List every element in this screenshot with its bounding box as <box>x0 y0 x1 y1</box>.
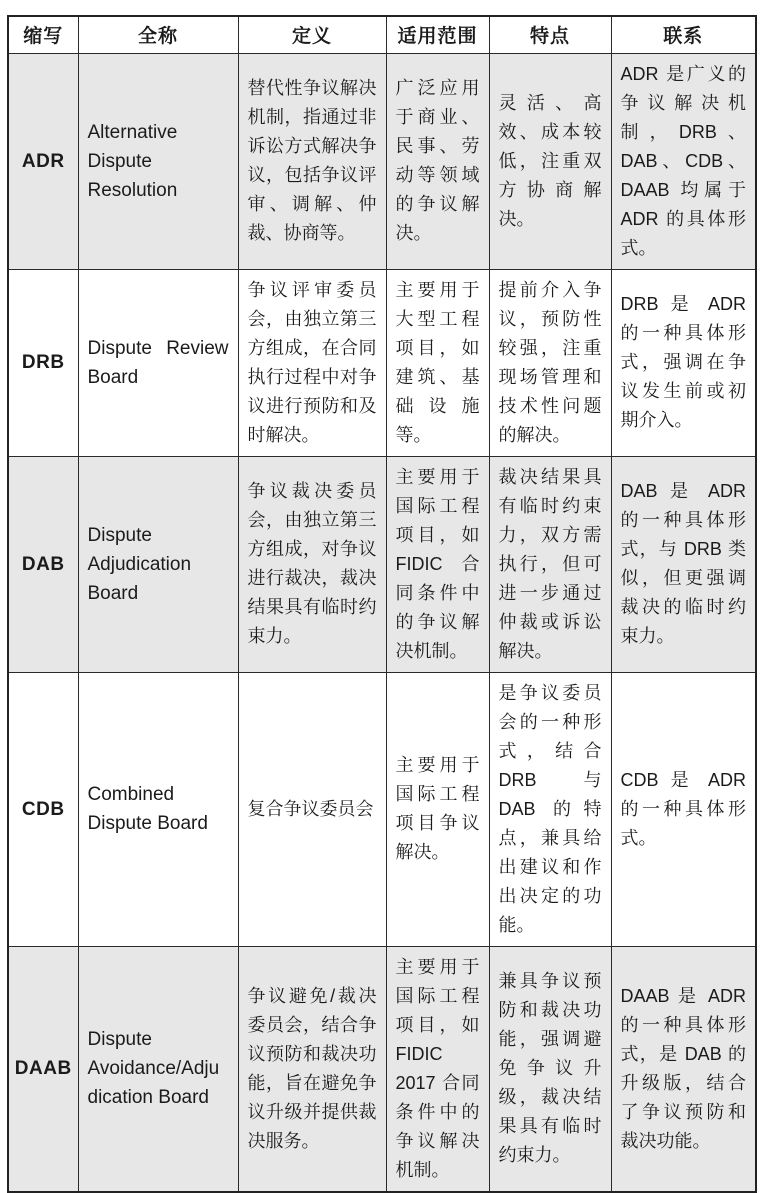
full-name-cell: Dispute Adjudication Board <box>78 456 238 672</box>
features-cell: 兼具争议预防和裁决功能，强调避免争议升级，裁决结果具有临时约束力。 <box>489 946 611 1192</box>
column-header: 全称 <box>78 16 238 53</box>
features-cell: 提前介入争议，预防性较强，注重现场管理和技术性问题的解决。 <box>489 269 611 456</box>
full-name-cell: Combined Dispute Board <box>78 672 238 946</box>
definition-cell: 争议裁决委员会，由独立第三方组成，对争议进行裁决，裁决结果具有临时约束力。 <box>238 456 386 672</box>
column-header: 特点 <box>489 16 611 53</box>
full-name-cell: Alternative Dispute Resolution <box>78 53 238 269</box>
abbreviation-cell: DAB <box>8 456 78 672</box>
full-name-cell: Dispute Avoidance/Adjudication Board <box>78 946 238 1192</box>
table-row <box>8 53 756 269</box>
full-name-cell: Dispute Review Board <box>78 269 238 456</box>
table-row <box>8 672 756 946</box>
scope-cell: 主要用于国际工程项目，如 FIDIC 合同条件中的争议解决机制。 <box>386 456 489 672</box>
definition-cell: 争议避免/裁决委员会，结合争议预防和裁决功能，旨在避免争议升级并提供裁决服务。 <box>238 946 386 1192</box>
scope-cell: 广泛应用于商业、民事、劳动等领域的争议解决。 <box>386 53 489 269</box>
definition-cell: 替代性争议解决机制，指通过非诉讼方式解决争议，包括争议评审、调解、仲裁、协商等。 <box>238 53 386 269</box>
relation-cell: CDB 是 ADR 的一种具体形式。 <box>611 672 756 946</box>
features-cell: 裁决结果具有临时约束力，双方需执行，但可进一步通过仲裁或诉讼解决。 <box>489 456 611 672</box>
scope-cell: 主要用于大型工程项目，如建筑、基础设施等。 <box>386 269 489 456</box>
features-cell: 是争议委员会的一种形式，结合 DRB 与 DAB 的特点，兼具给出建议和作出决定的功能。 <box>489 672 611 946</box>
table-row <box>8 946 756 1192</box>
dispute-resolution-table <box>7 15 757 1193</box>
header-row <box>8 16 756 53</box>
column-header: 适用范围 <box>386 16 489 53</box>
relation-cell: ADR 是广义的争议解决机制，DRB、DAB、CDB、DAAB 均属于 ADR 的具体形式。 <box>611 53 756 269</box>
abbreviation-cell: ADR <box>8 53 78 269</box>
definition-cell: 争议评审委员会，由独立第三方组成，在合同执行过程中对争议进行预防和及时解决。 <box>238 269 386 456</box>
table-row <box>8 456 756 672</box>
relation-cell: DRB 是 ADR 的一种具体形式，强调在争议发生前或初期介入。 <box>611 269 756 456</box>
column-header: 定义 <box>238 16 386 53</box>
scope-cell: 主要用于国际工程项目争议解决。 <box>386 672 489 946</box>
table-row <box>8 269 756 456</box>
relation-cell: DAB 是 ADR 的一种具体形式，与 DRB 类似，但更强调裁决的临时约束力。 <box>611 456 756 672</box>
relation-cell: DAAB 是 ADR 的一种具体形式，是 DAB 的升级版，结合了争议预防和裁决功能。 <box>611 946 756 1192</box>
abbreviation-cell: DAAB <box>8 946 78 1192</box>
scope-cell: 主要用于国际工程项目，如 FIDIC 2017 合同条件中的争议解决机制。 <box>386 946 489 1192</box>
abbreviation-cell: CDB <box>8 672 78 946</box>
abbreviation-cell: DRB <box>8 269 78 456</box>
column-header: 缩写 <box>8 16 78 53</box>
features-cell: 灵活、高效、成本较低，注重双方协商解决。 <box>489 53 611 269</box>
definition-cell: 复合争议委员会 <box>238 672 386 946</box>
column-header: 联系 <box>611 16 756 53</box>
